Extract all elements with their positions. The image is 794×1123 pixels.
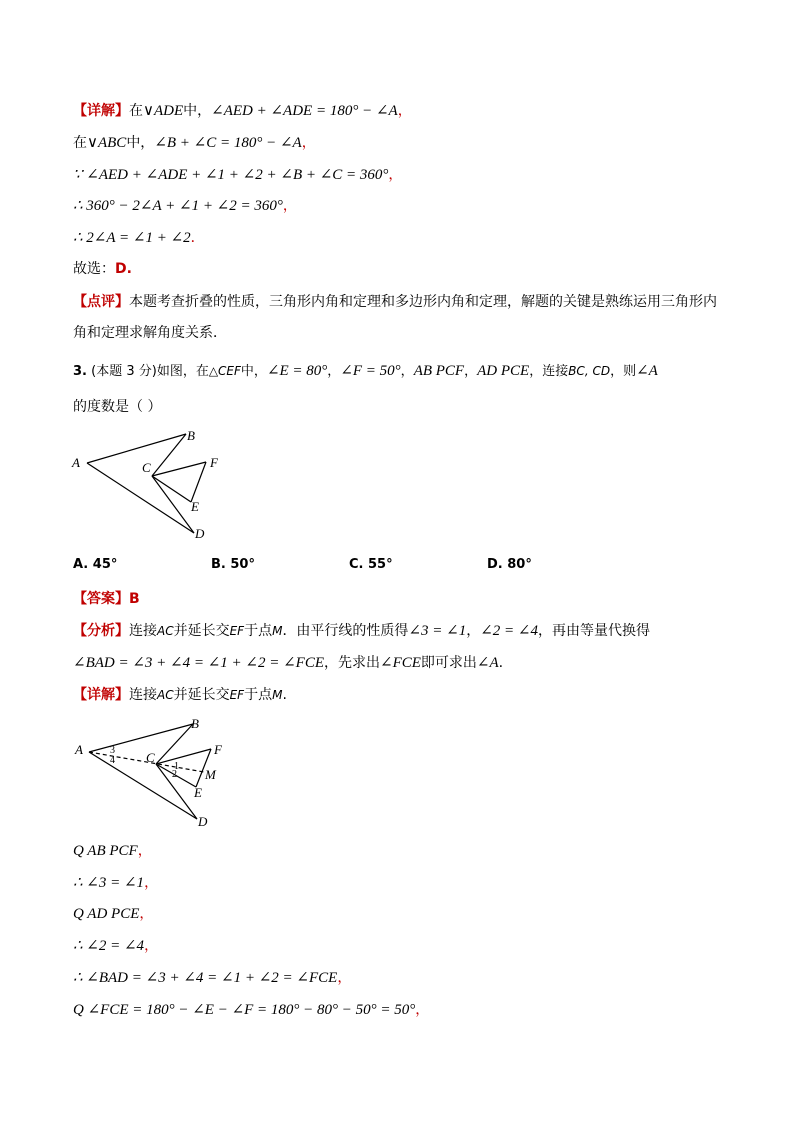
label-b-2: B: [191, 716, 199, 731]
angle-label-2: 2: [172, 769, 177, 780]
label-d: D: [195, 526, 205, 541]
question-figure: [60, 420, 240, 550]
label-f-2: F: [214, 742, 222, 757]
angle-label-1: 1: [174, 761, 179, 772]
comment-line-2: 角和定理求解角度关系．: [73, 325, 227, 341]
segment-cf-2: [156, 749, 211, 764]
detail-line-1: 【详解】在∨ADE中，∠AED + ∠ADE = 180° − ∠A，: [73, 103, 412, 119]
proof-line-6: Q ∠FCE = 180° − ∠E − ∠F = 180° − 80° − 50° = 50°，: [73, 1002, 430, 1018]
label-m: M: [205, 767, 216, 782]
segment-ad-2: [89, 752, 197, 819]
answer-line: [73, 589, 140, 609]
option-c[interactable]: C. 55°: [349, 557, 393, 572]
comment-line-1: 【点评】本题考查折叠的性质，三角形内角和定理和多边形内角和定理，解题的关键是熟练运用三角形内: [73, 294, 717, 310]
segment-cb: [152, 434, 186, 476]
label-e: E: [191, 499, 199, 514]
segment-ce: [152, 476, 191, 502]
choice-line: 故选：D.: [73, 261, 132, 277]
proof-line-5: ∴ ∠BAD = ∠3 + ∠4 = ∠1 + ∠2 = ∠FCE，: [73, 970, 352, 986]
detail-line-3: ∵ ∠AED + ∠ADE + ∠1 + ∠2 + ∠B + ∠C = 360°，: [73, 167, 403, 183]
angle-label-4: 4: [110, 755, 115, 766]
label-c-2: C: [146, 750, 155, 765]
label-a: A: [72, 455, 80, 470]
detail-line-4: ∴ 360° − 2∠A + ∠1 + ∠2 = 360°，: [73, 198, 297, 214]
segment-cd: [152, 476, 194, 533]
segment-cf: [152, 462, 206, 476]
label-d-2: D: [198, 814, 208, 829]
option-b[interactable]: B. 50°: [211, 557, 255, 572]
label-e-2: E: [194, 785, 202, 800]
label-c: C: [142, 460, 151, 475]
answer-value: B: [129, 591, 140, 607]
proof-line-2: ∴ ∠3 = ∠1，: [73, 875, 159, 891]
solution-figure: [70, 712, 240, 837]
analysis-line-1: 【分析】连接AC并延长交EF于点M．由平行线的性质得∠3 = ∠1，∠2 = ∠4，再由等量代换得: [73, 623, 650, 639]
question-3: 3. (本题 3 分)如图，在△CEF中，∠E = 80°，∠F = 50°，AB PCF，AD PCE，连接BC, CD，则∠A: [73, 363, 658, 379]
answer-tag: 【答案】: [73, 591, 129, 607]
label-a-2: A: [75, 742, 83, 757]
detail-line-5: ∴ 2∠A = ∠1 + ∠2．: [73, 230, 205, 246]
detail-tag: 【详解】: [73, 103, 129, 119]
analysis-tag: 【分析】: [73, 623, 129, 639]
option-d[interactable]: D. 80°: [487, 557, 532, 572]
angle-label-3: 3: [110, 745, 115, 756]
proof-line-4: ∴ ∠2 = ∠4，: [73, 938, 159, 954]
question-number: 3.: [73, 364, 87, 379]
comment-tag: 【点评】: [73, 294, 129, 310]
detail2-tag: 【详解】: [73, 687, 129, 703]
segment-cb-2: [156, 724, 193, 764]
analysis-line-2: ∠BAD = ∠3 + ∠4 = ∠1 + ∠2 = ∠FCE，先求出∠FCE即可求出∠A.: [73, 655, 504, 671]
label-f: F: [210, 455, 218, 470]
proof-line-1: Q AB PCF，: [73, 843, 152, 859]
question-3-line-2: 的度数是（ ）: [73, 399, 162, 415]
detail-line-2: 在∨ABC中，∠B + ∠C = 180° − ∠A，: [73, 135, 316, 151]
segment-ab-2: [89, 724, 193, 752]
segment-fe: [191, 462, 206, 502]
detail2-line: 【详解】连接AC并延长交EF于点M.: [73, 687, 287, 703]
segment-ad: [87, 463, 194, 533]
option-a[interactable]: A. 45°: [73, 557, 118, 572]
proof-line-3: Q AD PCE，: [73, 906, 154, 922]
label-b: B: [187, 428, 195, 443]
segment-ab: [87, 434, 186, 463]
